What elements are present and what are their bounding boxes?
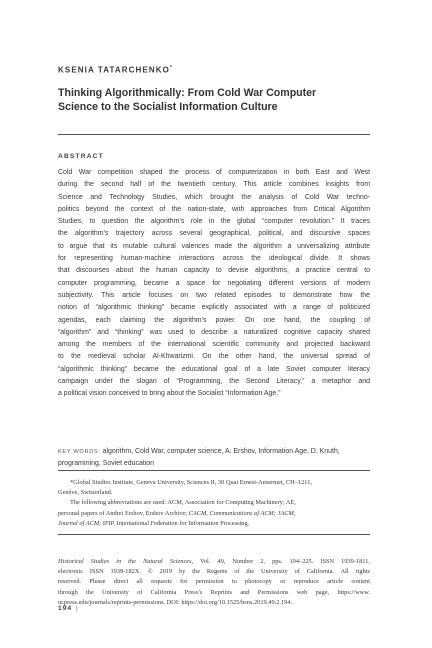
title-divider [58,134,370,135]
title-line: Science to the Socialist Information Culture [58,101,278,113]
keywords-line [58,446,370,458]
keywords-line: programming, Soviet education [58,460,155,468]
keywords-divider [58,470,370,471]
abbreviations-footnote: The following abbreviations are used: ACM, Association for Computing Machinery; AE, [70,499,296,507]
abstract-line: politics beyond the context of the nation-state, with approaches from Critical Algorithm [58,205,370,213]
publication-line: reserved. Please direct all requests for permission to photocopy or reproduce article content [58,578,370,586]
publication-line: electronic ISSN 1939-182X. © 2019 by the Regents of the University of California. All rights [58,568,370,576]
abstract-line: subjectivity. This article focuses on two related episodes to demonstrate how the [58,291,370,299]
publication-info [58,557,370,608]
abstract-line: for representing human-machine interactions across the ideological divide. It shows [58,255,370,263]
footnotes [58,478,370,529]
abbreviations-text: personal papers of Andrei Ershov, Ershov Archive; [58,509,188,517]
affiliation-footnote: Genève, Switzerland. [58,489,113,497]
abstract-line: campaign under the slogan of “Programming, the Second Literacy,” a metaphor and [58,378,370,386]
abbreviations-footnote [58,519,370,529]
abstract-body [58,167,370,401]
keywords-label: KEY WORDS: [58,449,101,455]
abstract-line: Cold War competition shaped the process of computerization in both East and West [58,169,370,176]
page-number [58,605,79,612]
author-name [58,65,172,75]
page-number-text: 194 [58,605,73,612]
title-line: Thinking Algorithmically: From Cold War Computer [58,87,317,99]
abstract-line: “algorithmic thinking” became the educational goal of a late Soviet computer literacy [58,365,370,373]
keywords [58,446,370,471]
abstract-line: Science and Technology Studies, which brought the analysis of Cold War techno- [58,193,370,201]
abstract-heading: ABSTRACT [58,153,104,160]
abstract-line: during the second half of the twentieth century. This article combines insights from [58,181,370,189]
author-footnote-marker[interactable]: * [169,65,172,71]
abstract-line: Studies, to question the algorithm’s role in the global “computer revolution.” It traces [58,218,370,226]
page-number-separator: | [76,605,79,612]
affiliation-footnote: *Global Studies Institute, Geneva University, Sciences II, 30 Quai Ernest-Ansermet, CH–1211, [70,479,312,486]
article-title [58,86,370,114]
journal-title: Historical Studies in the Natural Sciences [58,558,192,565]
abstract-line: a political vision conceived to bring about the Socialist “Information Age.” [58,390,281,398]
abbreviations-journal-name: Journal of ACM; [58,519,102,527]
footnote-divider [58,534,370,535]
abbreviations-text: IFIP, International Federation for Information Processing. [102,519,250,527]
abstract-line: “algorithm” and “thinking” was used to describe a naturalized cognitive capacity shared [58,328,370,336]
abbreviations-journal-names: CACM, Communications of ACM; JACM, [188,509,296,517]
publication-line: through the University of California Press’s Reprints and Permissions web page, https://www. [58,588,370,596]
abstract-line: among the members of the international scientific community and projected backward [58,341,370,349]
abstract-line: computer programming, became a space for negotiating different versions of modern [58,279,370,287]
abstract-line: that discourses about the human capacity to devise algorithms, a practice central to [58,267,370,275]
abstract-line: to the medieval scholar Al-Khwarizmi. On the other hand, the universal spread of [58,353,370,361]
publication-text: , Vol. 49, Number 2, pps. 194–225. ISSN 1939-1811, [191,558,370,565]
abstract-line: notion of “algorithmic thinking” became explicitly associated with a range of politicized [58,304,370,312]
keywords-text: algorithm, Cold War, computer science, A. Ershov, Information Age, D. Knuth, [102,448,340,455]
abstract-line: agendas, each claiming the algorithm’s power. On one hand, the coupling of [58,316,370,324]
abstract-line: to argue that its mutable cultural valences made the algorithm a universalizing attribute [58,242,370,250]
author-text: KSENIA TATARCHENKO [58,65,170,75]
publication-line: ucpress.edu/journals/reprints-permissions. DOI: https://doi.org/10.1525/hsns.2019.49.2.194. [58,598,293,606]
publication-line [58,557,370,567]
abstract-line: the algorithm’s trajectory across several geographical, political, and discursive spaces [58,230,370,238]
abbreviations-footnote [58,509,370,519]
